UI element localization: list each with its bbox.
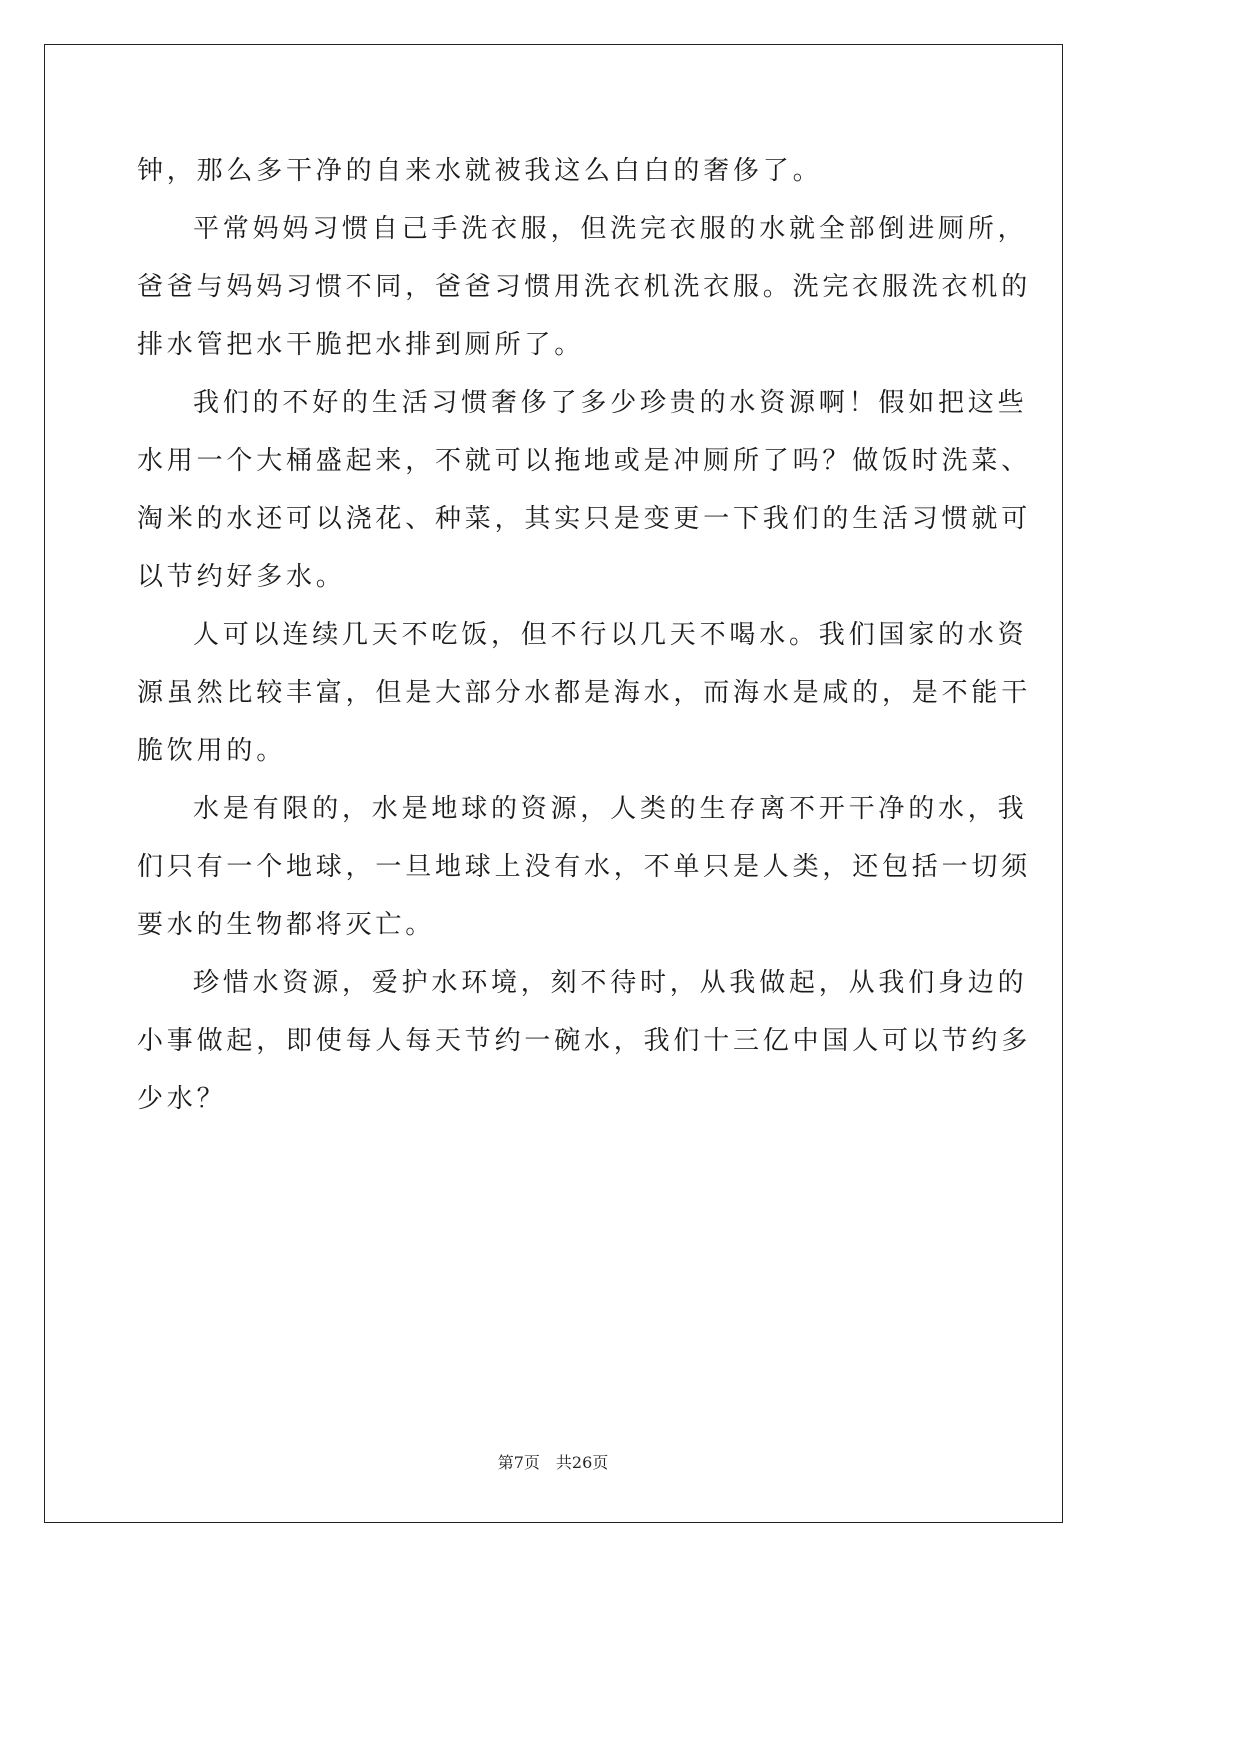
text-line: 以节约好多水。 [137, 562, 346, 592]
text-line: 淘米的水还可以浇花、种菜，其实只是变更一下我们的生活习惯就可 [137, 504, 1032, 534]
document-body [137, 142, 1032, 1128]
text-line: 要水的生物都将灭亡。 [137, 910, 436, 940]
text-line: 爸爸与妈妈习惯不同，爸爸习惯用洗衣机洗衣服。洗完衣服洗衣机的 [137, 272, 1032, 302]
paragraph-start-line: 人可以连续几天不吃饭，但不行以几天不喝水。我们国家的水资 [193, 620, 1028, 650]
text-line: 钟，那么多干净的自来水就被我这么白白的奢侈了。 [137, 156, 823, 186]
text-line: 脆饮用的。 [137, 736, 287, 766]
text-line: 小事做起，即使每人每天节约一碗水，我们十三亿中国人可以节约多 [137, 1026, 1032, 1056]
page-number: 第7页 共26页 [497, 1453, 609, 1472]
paragraph-start-line: 珍惜水资源，爱护水环境，刻不待时，从我做起，从我们身边的 [193, 968, 1028, 998]
paragraph-start-line: 平常妈妈习惯自己手洗衣服，但洗完衣服的水就全部倒进厕所， [193, 214, 1028, 244]
text-line: 们只有一个地球，一旦地球上没有水，不单只是人类，还包括一切须 [137, 852, 1032, 882]
text-line: 少水？ [137, 1084, 227, 1114]
paragraph-start-line: 我们的不好的生活习惯奢侈了多少珍贵的水资源啊！假如把这些 [193, 388, 1028, 418]
paragraph-start-line: 水是有限的，水是地球的资源，人类的生存离不开干净的水，我 [193, 794, 1028, 824]
text-line: 源虽然比较丰富，但是大部分水都是海水，而海水是咸的，是不能干 [137, 678, 1032, 708]
text-line: 排水管把水干脆把水排到厕所了。 [137, 330, 585, 360]
text-line: 水用一个大桶盛起来，不就可以拖地或是冲厕所了吗？做饭时洗菜、 [137, 446, 1032, 476]
page-footer [0, 1453, 1106, 1473]
